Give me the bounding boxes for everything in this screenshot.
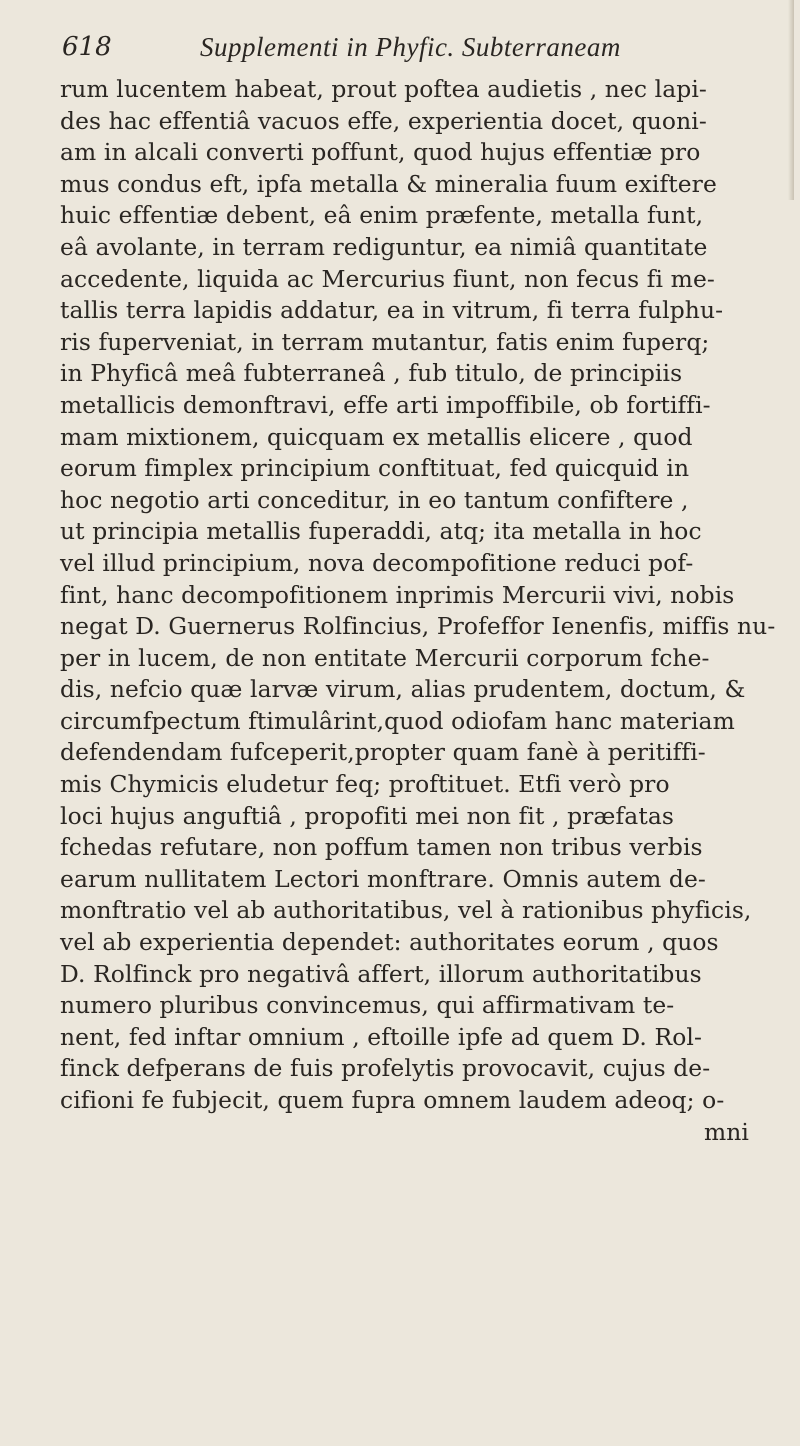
text-line: ris fuperveniat, in terram mutantur, fatis enim fuperq; <box>60 327 710 356</box>
running-title: Supplementi in Phyfic. Subterraneam <box>200 32 621 62</box>
text-line: am in alcali converti poffunt, quod hujus effentiæ pro <box>60 138 701 167</box>
body-text <box>60 74 795 1148</box>
text-line: D. Rolfinck pro negativâ affert, illorum authoritatibus <box>60 959 702 988</box>
text-line: per in lucem, de non entitate Mercurii corporum fche- <box>60 643 710 672</box>
text-line: mis Chymicis eludetur feq; proftituet. Etfi verò pro <box>60 770 670 799</box>
page-number: 618 <box>62 32 112 62</box>
text-line: circumfpectum ftimulârint,quod odiofam hanc materiam <box>60 706 735 735</box>
text-line: vel illud principium, nova decompofitione reduci pof- <box>60 548 694 577</box>
text-line: hoc negotio arti conceditur, in eo tantum confiftere , <box>60 485 689 514</box>
text-line: ut principia metallis fuperaddi, atq; ita metalla in hoc <box>60 517 702 546</box>
text-line: huic effentiæ debent, eâ enim præfente, metalla funt, <box>60 201 704 230</box>
text-line: numero pluribus convincemus, qui affirmativam te- <box>60 991 675 1020</box>
text-line: fchedas refutare, non poffum tamen non tribus verbis <box>60 833 703 862</box>
text-line: nent, fed inftar omnium , eftoille ipfe ad quem D. Rol- <box>60 1022 702 1051</box>
text-line: eâ avolante, in terram rediguntur, ea nimiâ quantitate <box>60 232 708 261</box>
text-line: accedente, liquida ac Mercurius fiunt, non fecus fi me- <box>60 264 715 293</box>
text-line: mam mixtionem, quicquam ex metallis elicere , quod <box>60 422 693 451</box>
text-line: finck defperans de fuis profelytis provocavit, cujus de- <box>60 1054 711 1083</box>
text-line: metallicis demonftravi, effe arti impoffibile, ob fortiffi- <box>60 390 711 419</box>
text-line: eorum fimplex principium conftituat, fed quicquid in <box>60 454 690 483</box>
text-line: rum lucentem habeat, prout poftea audietis , nec lapi- <box>60 75 707 103</box>
catchword: mni <box>703 1117 749 1146</box>
page-header <box>62 32 722 72</box>
text-line: mus condus eft, ipfa metalla & mineralia fuum exiftere <box>60 169 717 198</box>
text-line: vel ab experientia dependet: authoritates eorum , quos <box>60 928 719 957</box>
page-edge-shadow <box>788 0 794 200</box>
text-line: in Phyficâ meâ fubterraneâ , fub titulo, de principiis <box>60 359 683 388</box>
text-line: fint, hanc decompofitionem inprimis Mercurii vivi, nobis <box>60 580 735 609</box>
text-line: earum nullitatem Lectori monftrare. Omnis autem de- <box>60 864 706 893</box>
text-line: des hac effentiâ vacuos effe, experientia docet, quoni- <box>60 106 707 135</box>
text-line: negat D. Guernerus Rolfincius, Profeffor Ienenfis, miffis nu- <box>60 612 776 641</box>
text-line: dis, nefcio quæ larvæ virum, alias prudentem, doctum, & <box>60 675 746 704</box>
text-line: defendendam fufceperit,propter quam fanè à peritiffi- <box>60 738 706 767</box>
text-line: monftratio vel ab authoritatibus, vel à rationibus phyficis, <box>60 896 752 925</box>
text-line: cifioni fe fubjecit, quem fupra omnem laudem adeoq; o- <box>60 1086 725 1114</box>
text-line: tallis terra lapidis addatur, ea in vitrum, fi terra fulphu- <box>60 296 724 325</box>
text-line: loci hujus anguftiâ , propofiti mei non fit , præfatas <box>60 801 674 830</box>
